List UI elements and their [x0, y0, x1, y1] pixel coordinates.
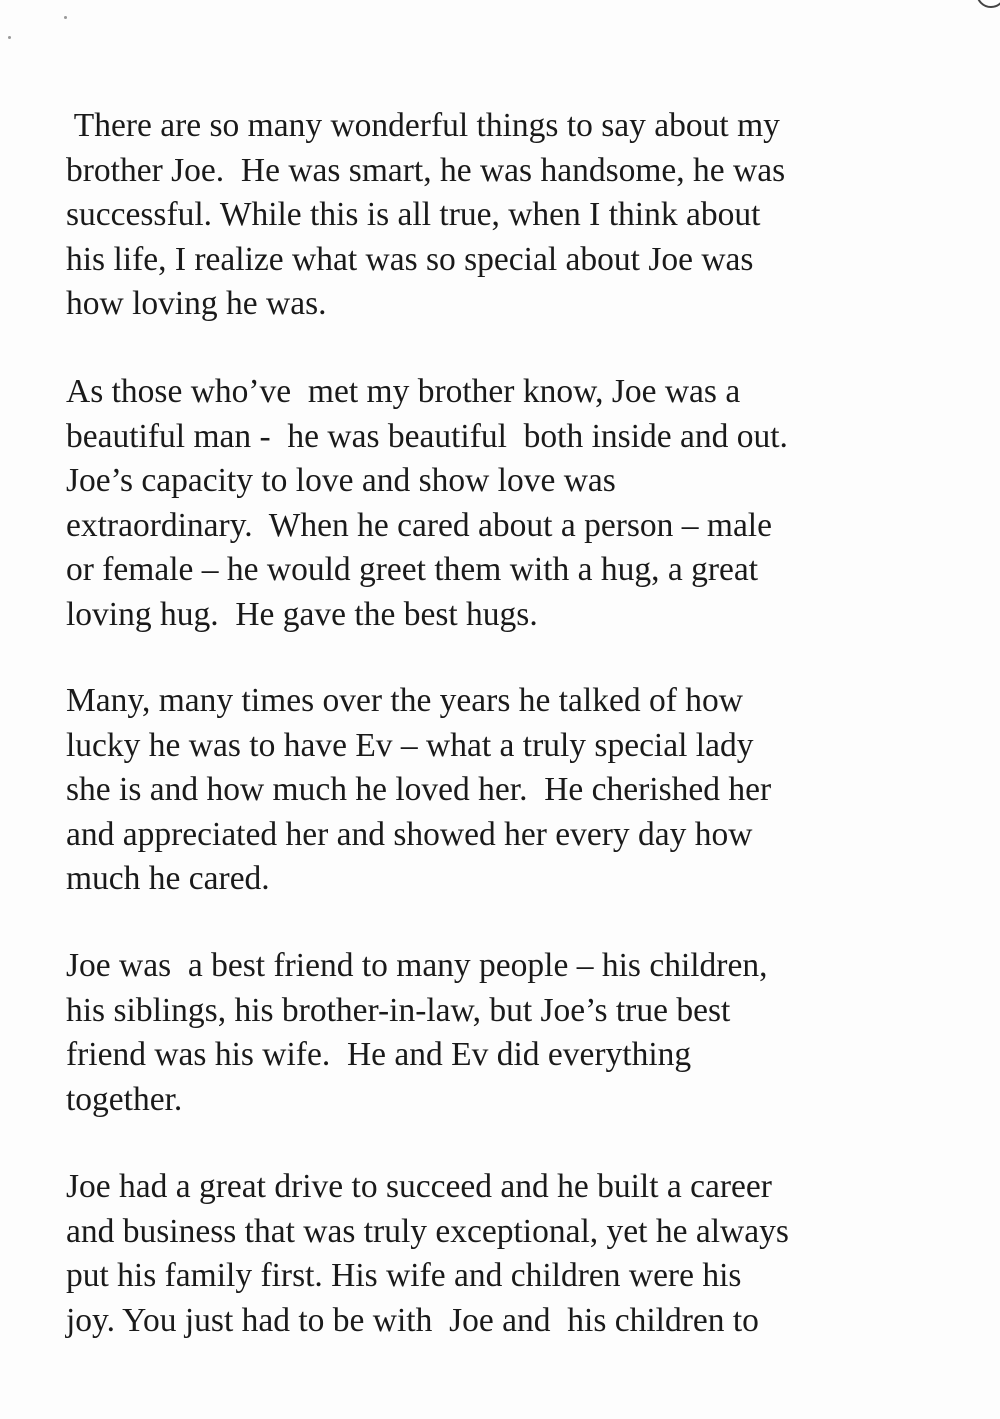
- paragraph-3: [66, 679, 946, 902]
- text-line: Joe had a great drive to succeed and he built a career: [66, 1168, 772, 1205]
- text-line: Many, many times over the years he talked of how: [66, 682, 743, 719]
- text-line: extraordinary. When he cared about a person – male: [66, 506, 772, 544]
- text-line: or female – he would greet them with a hug, a great: [66, 551, 759, 588]
- text-line: brother Joe. He was smart, he was handsome, he was: [66, 151, 786, 189]
- text-line: how loving he was.: [66, 285, 327, 322]
- paragraph-5: [66, 1165, 946, 1343]
- text-line: together.: [66, 1080, 183, 1118]
- text-line: beautiful man - he was beautiful both inside and out.: [66, 417, 788, 455]
- scan-speck: [64, 16, 67, 19]
- text-line: his life, I realize what was so special about Joe was: [66, 240, 754, 278]
- text-line: she is and how much he loved her. He cherished her: [66, 771, 772, 808]
- text-line: his siblings, his brother-in-law, but Joe’s true best: [66, 991, 731, 1029]
- text-line: joy. You just had to be with Joe and his children to: [66, 1301, 759, 1339]
- text-line: friend was his wife. He and Ev did everything: [66, 1036, 692, 1073]
- text-line: and appreciated her and showed her every day how: [66, 815, 753, 853]
- text-line: loving hug. He gave the best hugs.: [66, 595, 538, 633]
- text-line: much he cared.: [66, 860, 270, 897]
- paragraph-4: [66, 944, 946, 1122]
- scan-speck: [8, 36, 11, 39]
- text-line: put his family first. His wife and children were his: [66, 1257, 742, 1294]
- text-line: Joe was a best friend to many people – his children,: [66, 947, 768, 984]
- text-line: lucky he was to have Ev – what a truly special lady: [66, 726, 754, 764]
- paragraph-2: [66, 370, 946, 637]
- text-line: As those who’ve met my brother know, Joe was a: [66, 373, 741, 410]
- text-line: successful. While this is all true, when I think about: [66, 196, 761, 233]
- paragraph-1: [66, 104, 946, 327]
- text-line: There are so many wonderful things to say about my: [66, 107, 780, 144]
- text-line: and business that was truly exceptional, yet he always: [66, 1212, 789, 1250]
- page-number-circle: [976, 0, 1000, 8]
- text-line: Joe’s capacity to love and show love was: [66, 462, 616, 499]
